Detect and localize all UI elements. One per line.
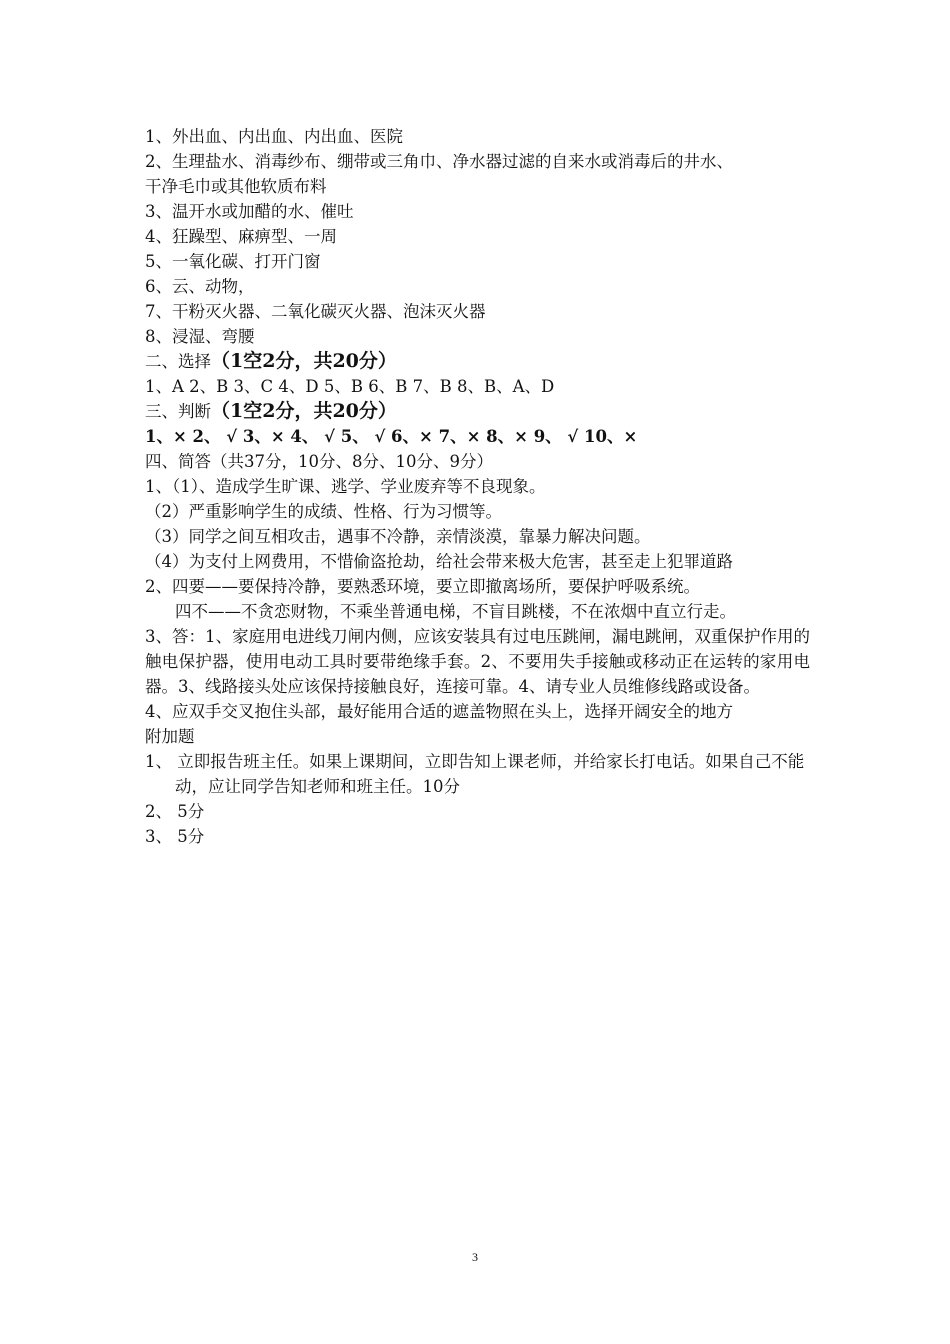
section-2-score: （1空2分，共20分） xyxy=(211,350,397,372)
section-3-heading xyxy=(145,399,810,424)
extra-answer-3: 3、 5分 xyxy=(145,827,205,846)
section-3-answers: 1、× 2、 √ 3、× 4、 √ 5、 √ 6、× 7、× 8、× 9、 √ 10、× xyxy=(145,427,638,446)
page-number: 3 xyxy=(472,1250,478,1264)
answer-line-8: 8、浸湿、弯腰 xyxy=(145,327,255,346)
extra-answer-2: 2、 5分 xyxy=(145,802,205,821)
answer-line-7: 7、干粉灭火器、二氧化碳灭火器、泡沫灭火器 xyxy=(145,302,486,321)
section-3-title: 三、判断 xyxy=(145,402,211,421)
q1-part-2: （2）严重影响学生的成绩、性格、行为习惯等。 xyxy=(145,502,502,521)
q2-four-donts: 四不——不贪恋财物，不乘坐普通电梯，不盲目跳楼，不在浓烟中直立行走。 xyxy=(175,602,736,621)
answer-line-6: 6、云、动物， xyxy=(145,277,255,296)
q2-four-musts: 2、四要——要保持冷静，要熟悉环境，要立即撤离场所，要保护呼吸系统。 xyxy=(145,577,700,596)
answer-sheet xyxy=(145,124,810,849)
section-2-title: 二、选择 xyxy=(145,352,211,371)
q4-answer: 4、应双手交叉抱住头部，最好能用合适的遮盖物照在头上，选择开阔安全的地方 xyxy=(145,702,733,721)
q1-part-3: （3）同学之间互相攻击，遇事不冷静，亲情淡漠，靠暴力解决问题。 xyxy=(145,527,651,546)
q3-answer: 3、答：1、家庭用电进线刀闸内侧，应该安装具有过电压跳闸，漏电跳闸，双重保护作用的触电保护器，使用电动工具时要带绝缘手套。2、不要用失手接触或移动正在运转的家用电器。3、线路接头处应该保持接触良好，连接可靠。4、请专业人员维修线路或设备。 xyxy=(145,627,810,696)
answer-line-1: 1、外出血、内出血、内出血、医院 xyxy=(145,127,403,146)
extra-heading: 附加题 xyxy=(145,727,195,746)
q1-part-1: 1、（1）、造成学生旷课、逃学、学业废弃等不良现象。 xyxy=(145,477,546,496)
section-2-heading xyxy=(145,349,810,374)
section-2-answers: 1、A 2、B 3、C 4、D 5、B 6、B 7、B 8、B、A、D xyxy=(145,377,555,396)
answer-line-5: 5、一氧化碳、打开门窗 xyxy=(145,252,321,271)
answer-line-3: 3、温开水或加醋的水、催吐 xyxy=(145,202,354,221)
section-3-score: （1空2分，共20分） xyxy=(211,400,397,422)
answer-line-2: 2、生理盐水、消毒纱布、绷带或三角巾、净水器过滤的自来水或消毒后的井水、 xyxy=(145,152,733,171)
q1-part-4: （4）为支付上网费用，不惜偷盗抢劫，给社会带来极大危害，甚至走上犯罪道路 xyxy=(145,552,733,571)
extra-answer-1: 1、 立即报告班主任。如果上课期间，立即告知上课老师，并给家长打电话。如果自己不能动，应让同学告知老师和班主任。10分 xyxy=(145,752,805,796)
section-4-heading: 四、简答（共37分，10分、8分、10分、9分） xyxy=(145,452,493,471)
answer-line-4: 4、狂躁型、麻痹型、一周 xyxy=(145,227,337,246)
answer-line-2-cont: 干净毛巾或其他软质布料 xyxy=(145,177,327,196)
